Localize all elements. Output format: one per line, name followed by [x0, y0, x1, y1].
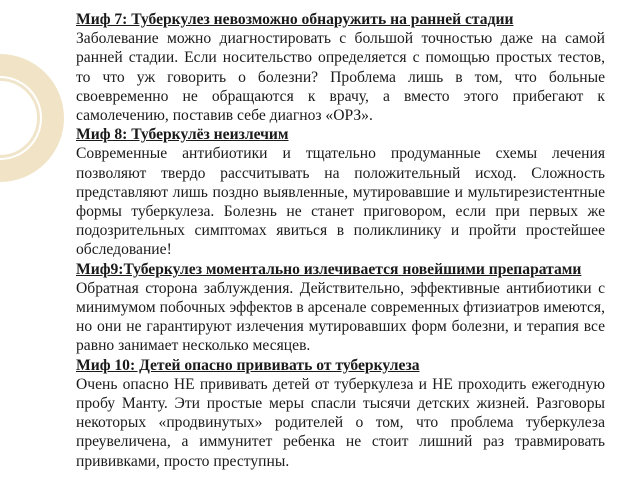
- myth-heading: Миф 7: Туберкулез невозможно обнаружить на ранней стадии: [76, 11, 514, 28]
- article-content: [76, 10, 605, 471]
- myth-body: Очень опасно НЕ прививать детей от туберкулеза и НЕ проходить ежегодную пробу Манту. Эти простые меры спасли тысячи детских жизней. Разговоры некоторых «продвинутых» родителей о том, что проблема туберкулеза преувеличена, а иммунитет ребенка не стоит лишний раз травмировать прививками, просто преступны.: [76, 375, 605, 470]
- myth-section: [76, 356, 605, 471]
- myth-body: Обратная сторона заблуждения. Действительно, эффективные антибиотики с минимумом побочных эффектов в арсенале современных фтизиатров имеются, но они не гарантируют излечения мутировавших форм болезни, и терапия все равно занимает несколько месяцев.: [76, 279, 605, 355]
- myth-heading: Миф 8: Туберкулёз неизлечим: [76, 126, 289, 144]
- myth-section: [76, 10, 605, 125]
- myth-heading: Миф 10: Детей опасно прививать от туберкулеза: [76, 356, 420, 374]
- myth-section: [76, 125, 605, 259]
- myth-heading: Миф9:Туберкулез моментально излечивается новейшими препаратами: [76, 260, 582, 278]
- myth-section: [76, 260, 605, 356]
- myth-body: Современные антибиотики и тщательно продуманные схемы лечения позволяют твердо рассчитывать на положительный исход. Сложность представляют лишь поздно выявленные, мутировавшие и мультирезистентные формы туберкулеза. Болезнь не станет приговором, если при первых же подозрительных симптомах явиться в поликлинику и пройти простейшее обследование!: [76, 145, 605, 259]
- myth-body: Заболевание можно диагностировать с большой точностью даже на самой ранней стадии. Если носительство определяется с помощью простых тестов, то что уж говорить о болезни? Проблема лишь в том, что больные своевременно не обращаются к врачу, а вместо этого прибегают к самолечению, поставив себе диагноз «ОРЗ».: [76, 30, 605, 125]
